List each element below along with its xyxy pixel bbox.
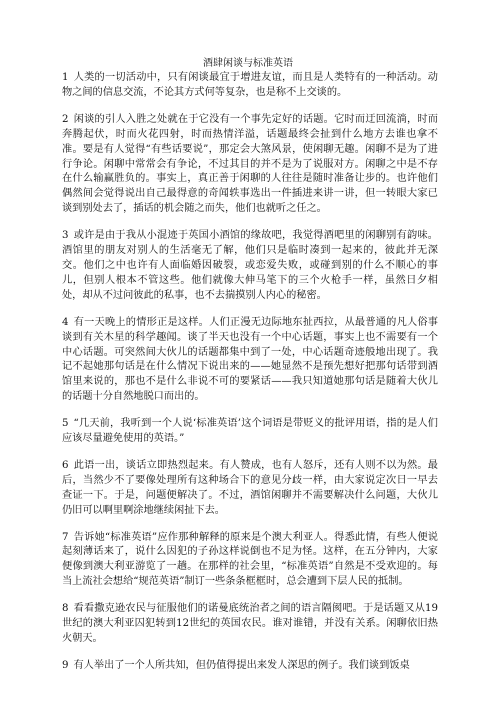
paragraph-text: 此语一出，谈话立即热烈起来。有人赞成，也有人怒斥，还有人则不以为然。最后，当然少不了要像处理所有这种场合下的意见分歧一样，由大家说定次日一早去查证一下。于是，问题便解决了。不过，酒馆闲聊并不需要解决什么问题，大伙儿仍旧可以啊里啊涂地继续闲扯下去。 [62, 459, 438, 516]
paragraph [62, 602, 438, 647]
paragraph [62, 71, 438, 101]
paragraph-text: 告诉她“标准英语”应作那种解释的原来是个澳大利亚人。得悉此情，有些人便说起刻薄话来了，说什么因犯的子孙这样说倒也不足为怪。这样，在五分钟内，大家便像到澳大利亚游览了一趟。在那样的社会里，“标准英语”自然是不受欢迎的。每当上流社会想给“规范英语”制订一些条条框框时，总会遭到下层人民的抵制。 [62, 531, 438, 588]
paragraph-number: 6 [62, 459, 69, 471]
paragraph-number: 5 [62, 418, 69, 430]
paragraph [62, 531, 438, 591]
paragraph-number: 4 [62, 316, 69, 328]
paragraph [62, 113, 438, 217]
paragraph [62, 229, 438, 304]
paragraph-number: 9 [62, 659, 69, 671]
paragraph-text: 有人举出了一个人所共知，但仍值得提出来发人深思的例子。我们谈到饭桌 [73, 659, 410, 671]
paragraph [62, 417, 438, 447]
paragraph-number: 7 [62, 531, 69, 543]
paragraph [62, 316, 438, 405]
paragraph-text: 人类的一切活动中，只有闲谈最宜于增进友谊，而且是人类特有的一种活动。动物之间的信息交流，不论其方式何等复杂，也是称不上交谈的。 [62, 72, 438, 98]
document-title: 酒肆闲谈与标准英语 [203, 58, 293, 69]
paragraph-text: “几天前，我听到一个人说‘标准英语’这个词语是带贬义的批评用语，指的是人们应该尽量避免使用的英语。” [62, 418, 438, 445]
paragraph-number: 3 [62, 230, 69, 242]
paragraph-text: 或许是由于我从小混迹于英国小酒馆的缘故吧，我觉得酒吧里的闲聊别有韵味。酒馆里的朋友对别人的生活毫无了解，他们只是临时凑到一起来的，彼此并无深交。他们之中也许有人面临婚因破裂，或恋爱失败，或碰到别的什么不顺心的事儿，但别人根本不管这些。他们就像大伸马笔下的三个火枪手一样，虽然日夕相处，却从不过问彼此的私事，也不去揣摸别人内心的秘密。 [62, 230, 438, 301]
paragraph-text: 闲谈的引人入胜之处就在于它没有一个事先定好的话题。它时而迂回流淌，时而奔腾起伏，时而火花四射，时而热情洋溢，话题最终会扯到什么地方去谁也拿不准。要是有人觉得“有些话要说”，那定会大煞风景，使闲聊无趣。闲聊不是为了进行争论。闲聊中常常会有争论，不过其目的并不是为了说服对方。闲聊之中是不存在什么输赢胜负的。事实上，真正善于闲聊的人往往是随时准备让步的。也许他们偶然间会觉得说出自己最得意的奇闻轶事选出一件插进来讲一讲，但一转眼大家已谈到别处去了，插话的机会随之而失，他们也就听之任之。 [62, 113, 438, 215]
paragraph-number: 2 [62, 113, 69, 125]
paragraph-text: 有一天晚上的情形正是这样。人们正漫无边际地东扯西拉，从最普通的凡人俗事谈到有关木星的科学趣闻。谈了半天也没有一个中心话题，事实上也不需要有一个中心话题。可突然间大伙儿的话题都集中到了一处，中心话题奇迹般地出现了。我记不起她那句话是在什么情况下说出来的——她显然不是预先想好把那句话带到酒馆里来说的，那也不是什么非说不可的要紧话——我只知道她那句话是随着大伙儿的话题十分自然地脱口而出的。 [62, 316, 438, 403]
paragraph [62, 659, 438, 674]
paragraph [62, 459, 438, 519]
document-body [62, 71, 438, 686]
paragraph-text: 看看撒克逊农民与征服他们的诺曼底统治者之间的语言隔阂吧。于是话题又从19世纪的澳大利亚囚犯转到12世纪的英国农民。谁对谁错，并没有关系。闲聊依旧热火朝天。 [62, 603, 438, 644]
paragraph-number: 1 [62, 72, 69, 83]
paragraph-number: 8 [62, 603, 69, 615]
